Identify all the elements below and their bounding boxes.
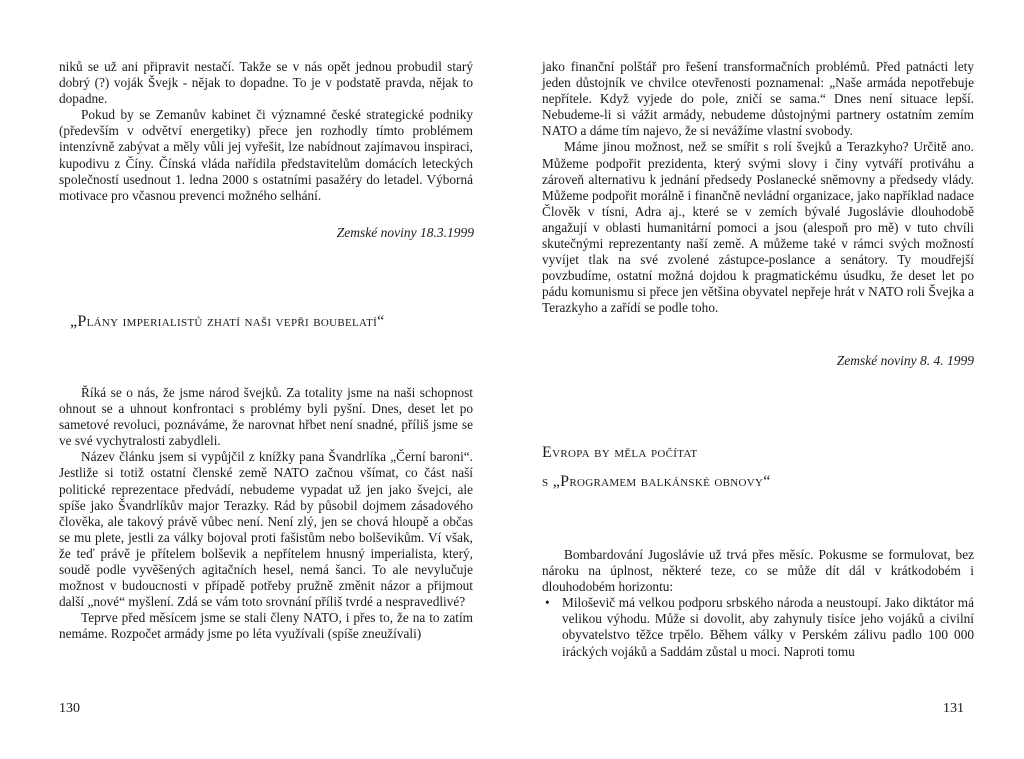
rika-paragraph: Říká se o nás, že jsme národ švejků. Za totality jsme na naši schopnost ohnout se a uhnout konfrontaci s problémy byli pyšní. Dnes, deset let po sametové revoluci, poznáváme, že narovnat hřbet není snadné, příliš jsme se ve své vychytralosti zabydleli. xyxy=(59,385,473,449)
right-top-column xyxy=(542,59,974,317)
teprve-paragraph: Teprve před měsícem jsme se stali členy NATO, i přes to, že na to zatím nemáme. Rozpočet armády jsme po léta využívali (spíše zneužívali) xyxy=(59,610,473,642)
article-title xyxy=(70,310,384,334)
page-number-right: 131 xyxy=(943,701,964,716)
right-article-body xyxy=(542,547,974,660)
continuation-paragraph: niků se už ani připravit nestačí. Takže se v nás opět jednou probudil starý dobrý (?) voják Švejk - nějak to dopadne. To je v podstatě pravda, nějak to dopadne. xyxy=(59,59,473,107)
mame-paragraph: Máme jinou možnost, než se smířit s rolí švejků a Terazkyho? Určitě ano. Můžeme podpořit prezidenta, který svými slovy i činy vytváří protiváhu a zároveň alternativu k jednání předsedy Poslanecké sněmovny a předsedy vlády. Můžeme podpořit morálně i finančně nevládní organizace, jako například nadace Člověk v tísni, Adra aj., které se v zemích bývalé Jugoslávie dlouhodobě angažují v oblasti humanitární pomoci a jsou (alespoň pro mě) v tuto chvíli skutečnými reprezentanty naší země. A můžeme také v rámci svých možností vyvíjet tlak na své zvolené zástupce-poslance a senátory. Ty moudřejší povzbudíme, ostatní možná dojdou k pragmatickému úsudku, že deset let po pádu komunismu si přece jen většina obyvatel nepřeje hrát v NATO roli Švejka a Terazkyho a zařídí se podle toho. xyxy=(542,139,974,316)
list-item-text: Miloševič má velkou podporu srbského národa a neustoupí. Jako diktátor má velikou výhodu. Může si dovolit, aby zahynuly tisíce jeho vojáků a civilní obyvatelstvo těžce trpělo. Během války v Perském zálivu padlo 100 000 iráckých vojáků a Saddám zůstal u moci. Naproti tomu xyxy=(562,595,974,659)
source-citation: Zemské noviny 18.3.1999 xyxy=(336,225,474,240)
left-top-column xyxy=(59,59,473,204)
article-title-line2: s „Programem balkánské obnovy“ xyxy=(542,473,771,490)
nazev-paragraph: Název článku jsem si vypůjčil z knížky pana Švandrlíka „Černí baroni“. Jestliže si totiž ostatní členské země NATO začnou všímat, co část naší politické reprezentace předvádí, nebudeme vypadat už jen jako švejci, ale spíše jako Švandrlíkův major Terazky. Rád by působil dojmem zásadového člověka, ale takový právě vůbec není. Není zlý, jen se chová hloupě a občas se mu plete, jestli za války bojoval proti fašistům nebo bolševikům. Ví však, že teď právě je přítelem bolševik a nepřítelem hnusný imperialista, který, soudě podle vyvěšených agitačních hesel, nemá šanci. To ale nevylučuje možnost v budoucnosti v případě potřeby pružně změnit názor a přijmout další „nové“ myšlení. Zdá se vám toto srovnání příliš tvrdé a nespravedlivé? xyxy=(59,449,473,610)
bullet-icon: • xyxy=(545,595,550,611)
thesis-list xyxy=(542,595,974,659)
right-page xyxy=(512,0,1024,759)
article-title xyxy=(542,438,771,496)
article-title-line1: Evropa by měla počítat xyxy=(542,444,698,461)
page-number-left: 130 xyxy=(59,701,80,716)
kabinet-paragraph: Pokud by se Zemanův kabinet či významné české strategické podniky (především v odvětví energetiky) přece jen rozhodly tímto problémem intenzívně zabývat a měly vůli jej vyřešit, lze nabídnout zajímavou inspiraci, kupodivu z Číny. Čínská vláda nařídila představitelům domácích leteckých společností usednout 1. ledna 2000 s ostatními pasažéry do letadel. Výborná motivace pro včasnou prevenci možného selhání. xyxy=(59,107,473,203)
source-citation: Zemské noviny 8. 4. 1999 xyxy=(836,353,974,368)
list-item xyxy=(542,595,974,659)
bombardovani-paragraph: Bombardování Jugoslávie už trvá přes měsíc. Pokusme se formulovat, bez nároku na úplnost, některé teze, co se může dít dál v krátkodobém i dlouhodobém horizontu: xyxy=(542,547,974,595)
continuation-paragraph: jako finanční polštář pro řešení transformačních problémů. Před patnácti lety jeden důstojník ve chvilce otevřenosti poznamenal: „Naše armáda nepotřebuje nepřítele. Když vyjede do pole, zničí se sama.“ Dnes není situace lepší. Nebudeme-li si vážit armády, nebudeme důstojnými partnery ostatním zemím NATO a dáme tím najevo, že si nevážíme vlastní svobody. xyxy=(542,59,974,139)
article-title-text: „Plány imperialistů zhatí naši vepři boubelatí“ xyxy=(70,313,385,330)
left-article-body xyxy=(59,385,473,643)
